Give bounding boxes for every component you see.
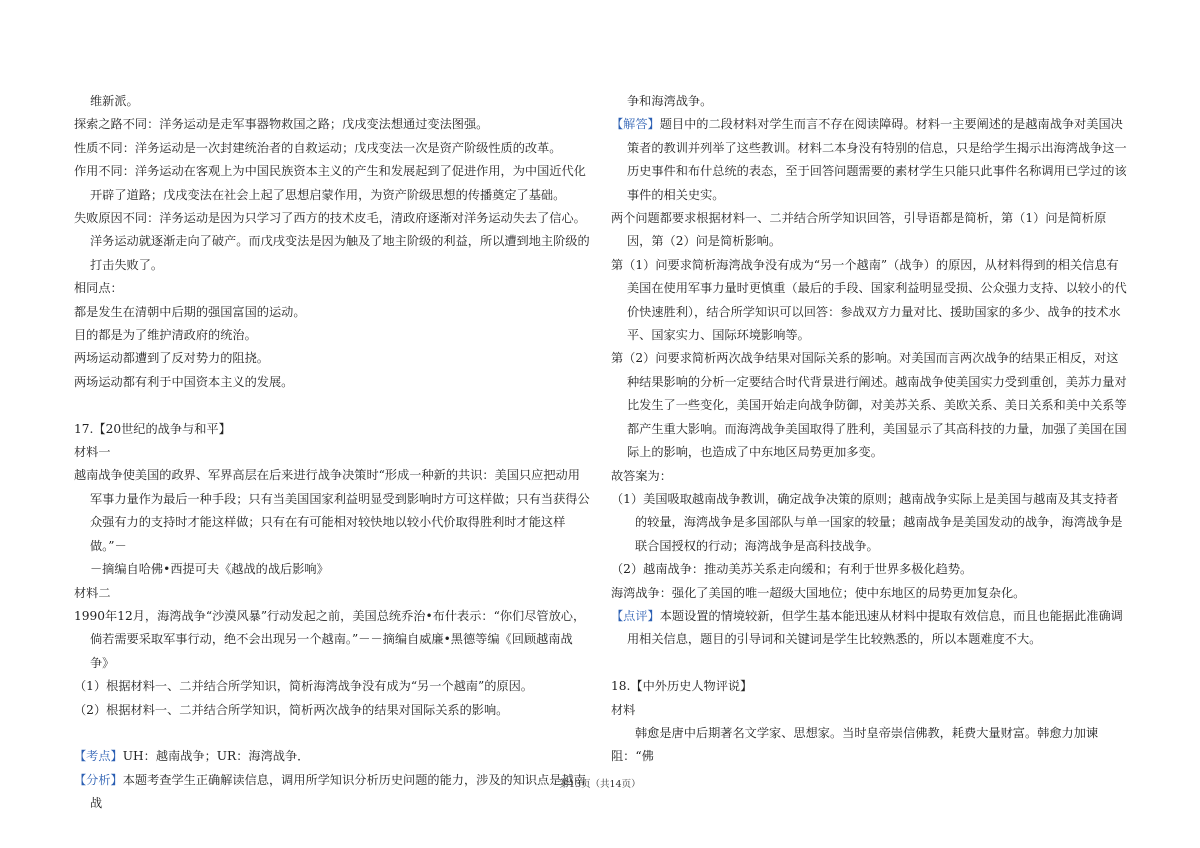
question-17-heading: 17.【20世纪的战争与和平】 (74, 421, 231, 436)
answer-item: （2）越南战争：推动美苏关系走向缓和；有利于世界多极化趋势。 (611, 562, 973, 577)
paragraph: 越南战争使美国的政界、军界高层在后来进行战争决策时“形成一种新的共识：美国只应把动用军事力量作为最后一种手段；只有当美国国家利益明显受到影响时方可这样做；只有当获得公众强有力的支持时才能这样做；只有在有可能相对较快地以较小代价取得胜利时才能这样做。”－ (74, 468, 590, 553)
material-label: 材料一 (74, 445, 111, 460)
question-item: （1）根据材料一、二并结合所学知识，简析海湾战争没有成为“另一个越南”的原因。 (74, 679, 533, 694)
paragraph: －摘编自哈佛•西提可夫《越战的战后影响》 (90, 562, 329, 577)
jieda-tag: 【解答】 (611, 117, 660, 132)
paragraph: 作用不同：洋务运动在客观上为中国民族资本主义的产生和发展起到了促进作用，为中国近代化开辟了道路；戊戌变法在社会上起了思想启蒙作用，为资产阶级思想的传播奠定了基础。 (74, 164, 586, 202)
dianping-line (611, 605, 1127, 652)
paragraph: 维新派。 (90, 94, 139, 108)
kaodian-text: UH：越南战争；UR：海湾战争． (122, 749, 310, 764)
kaodian-tag: 【考点】 (74, 749, 123, 764)
paragraph: 目的都是为了维护清政府的统治。 (74, 328, 257, 343)
paragraph: 两个问题都要求根据材料一、二并结合所学知识回答，引导语都是简析，第（1）问是简析原因，第（2）问是简析影响。 (611, 211, 1107, 249)
fenxi-tag: 【分析】 (74, 772, 123, 787)
answer-label: 故答案为： (611, 468, 672, 483)
material-label: 材料二 (74, 585, 111, 600)
paragraph: 第（1）问要求简析海湾战争没有成为“另一个越南”（战争）的原因，从材料得到的相关信息有美国在使用军事力量时更慎重（最后的手段、国家利益明显受损、公众强力支持、以较小的代价快速胜利），结合所学知识可以回答：参战双方力量对比、援助国家的多少、战争的技术水平、国家实力、国际环境影响等。 (611, 257, 1127, 343)
paragraph: 探索之路不同：洋务运动是走军事器物救国之路；戊戌变法想通过变法图强。 (74, 117, 489, 132)
left-column (74, 90, 590, 816)
right-column (611, 90, 1127, 769)
material-label: 材料 (611, 702, 636, 717)
paragraph: 失败原因不同：洋务运动是因为只学习了西方的技术皮毛，清政府逐渐对洋务运动失去了信心。洋务运动就逐渐走向了破产。而戊戌变法是因为触及了地主阶级的利益，所以遭到地主阶级的打击失败了。 (74, 211, 590, 272)
question-item: （2）根据材料一、二并结合所学知识，简析两次战争的结果对国际关系的影响。 (74, 702, 509, 717)
kaodian-line (74, 745, 590, 768)
paragraph: 两场运动都有利于中国资本主义的发展。 (74, 374, 294, 389)
paragraph: 性质不同：洋务运动是一次封建统治者的自救运动；戊戌变法一次是资产阶级性质的改革。 (74, 140, 562, 155)
paragraph: 第（2）问要求简析两次战争结果对国际关系的影响。对美国而言两次战争的结果正相反，对这种结果影响的分析一定要结合时代背景进行阐述。越南战争使美国实力受到重创，美苏力量对比发生了一些变化，美国开始走向战争防御，对美苏关系、美欧关系、美日关系和美中关系等都产生重大影响。而海湾战争美国取得了胜利，美国显示了其高科技的力量，加强了美国在国际上的影响，也造成了中东地区局势更加多变。 (611, 351, 1127, 460)
jieda-text: 题目中的二段材料对学生而言不存在阅读障碍。材料一主要阐述的是越南战争对美国决策者的教训并列举了这些教训。材料二本身没有特别的信息，只是给学生揭示出海湾战争这一历史事件和布什总统的表态，至于回答问题需要的素材学生只能只此事件名称调用已学过的该事件的相关史实。 (627, 117, 1127, 202)
answer-item: 海湾战争：强化了美国的唯一超级大国地位；使中东地区的局势更加复杂化。 (611, 585, 1026, 600)
paragraph: 争和海湾战争。 (627, 94, 713, 108)
paragraph: 1990年12月，海湾战争“沙漠风暴”行动发起之前，美国总统乔治•布什表示：“你们尽管放心，倘若需要采取军事行动，绝不会出现另一个越南。”－－摘编自威廉•黑德等编《回顾越南战争》 (74, 608, 586, 670)
paragraph: 相同点： (74, 281, 123, 296)
answer-item: （1）美国吸取越南战争教训，确定战争决策的原则；越南战争实际上是美国与越南及其支持者的较量，海湾战争是多国部队与单一国家的较量；越南战争是美国发动的战争，海湾战争是联合国授权的行动；海湾战争是高科技战争。 (611, 491, 1123, 553)
question-18-heading: 18.【中外历史人物评说】 (611, 679, 753, 694)
dianping-tag: 【点评】 (611, 608, 660, 623)
jieda-line (611, 113, 1127, 207)
fenxi-text: 本题考查学生正确解读信息，调用所学知识分析历史问题的能力，涉及的知识点是越南战 (90, 772, 586, 811)
page-footer: 第13页（共14页） (559, 779, 641, 790)
dianping-text: 本题设置的情境较新，但学生基本能迅速从材料中提取有效信息，而且也能据此准确调用相关信息，题目的引导词和关键词是学生比较熟悉的，所以本题难度不大。 (627, 608, 1123, 647)
paragraph: 两场运动都遭到了反对势力的阻挠。 (74, 351, 269, 366)
paragraph: 韩愈是唐中后期著名文学家、思想家。当时皇帝崇信佛教，耗费大量财富。韩愈力加谏阻：“佛 (611, 725, 1099, 764)
paragraph: 都是发生在清朝中后期的强国富国的运动。 (74, 304, 306, 319)
